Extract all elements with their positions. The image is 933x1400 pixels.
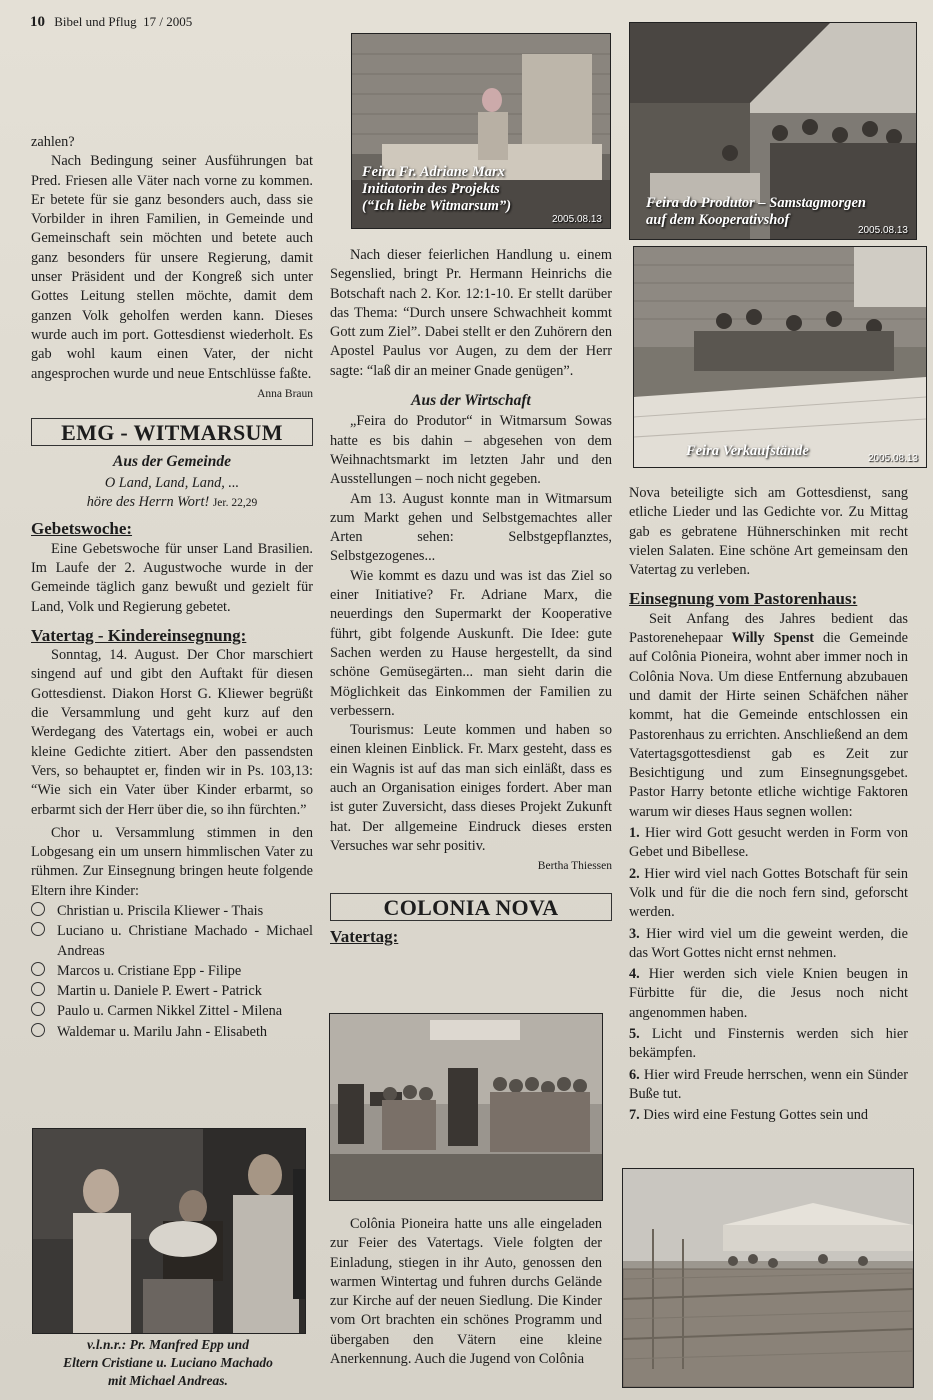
paragraph: Nach Bedingung seiner Ausführungen bat Pred. Friesen alle Väter nach vorne zu kommen. Er betete für sie ganz besonders auch, dass sie Vorbilder in ihren Familien, in Gemeinde und Gemeinschaft sein möchten und betete auch ganz besonders für unsere Regierung, damit unser Präsident und der Kongreß sich unter Gottes Leitung stellen möchte, damit dem ganzen Volk geholfen werden kann. Dieses wurde auch im port. Gottesdienst wiederholt. Es gab wohl kaum einen Vater, der nicht angesprochen wurde und neue Entschlüsse faßte.: [31, 153, 313, 382]
section-title: COLONIA NOVA: [330, 893, 612, 921]
column-1: [31, 133, 313, 1042]
list-item: Luciano u. Christiane Machado - Michael Andreas: [31, 921, 313, 961]
paragraph: Eine Gebetswoche für unser Land Brasilien. Im Laufe der 2. Augustwoche wurde in der Gemeinde täglich ganz bewußt und gezielt für Land, Volk und Regierung gebetet.: [31, 540, 313, 615]
list-item: Christian u. Priscila Kliewer - Thais: [31, 901, 313, 921]
list-item: Marcos u. Cristiane Epp - Filipe: [31, 961, 313, 981]
smiley-icon: [31, 922, 45, 936]
photo-date: 2005.08.13: [857, 225, 908, 236]
list-item: 7. Dies wird eine Festung Gottes sein und: [629, 1107, 869, 1124]
list-item: 1. Hier wird Gott gesucht werden in Form von Gebet und Bibellese.: [629, 825, 909, 861]
photo-children-choir-image: [330, 1014, 602, 1200]
family-list: [31, 901, 313, 1042]
pastor-name: Willy Spenst: [731, 630, 815, 647]
signature: Bertha Thiessen: [537, 860, 612, 873]
verse-line: O Land, Land, Land, ...: [104, 474, 240, 491]
verse-reference: Jer. 22,29: [212, 497, 258, 510]
photo-feira-samstagmorgen: [629, 22, 917, 240]
photo-date: 2005.08.13: [551, 214, 602, 225]
paragraph: zahlen?: [31, 134, 75, 150]
list-item: Waldemar u. Marilu Jahn - Elisabeth: [31, 1022, 313, 1042]
list-item: Martin u. Daniele P. Ewert - Patrick: [31, 981, 313, 1001]
paragraph: Colônia Pioneira hatte uns alle eingeladen zur Feier des Vatertags. Viele folgten der Einladung, stiegen in ihr Auto, genossen den warmen Wintertag und fuhren durchs Gelände zur Kirche auf der neuen Siedlung. Die Kinder vom Ort brachten ein schönes Programm und übergaben den Vätern eine kleine Anerkennung. Auch die Jugend von Colônia: [330, 1216, 602, 1368]
photo-feira-verkaufstaende: [633, 246, 927, 468]
paragraph: Chor u. Versammlung stimmen in den Lobgesang ein um unsern himmlischen Vater zu rühmen. Zur Einsegnung bringen heute folgende Eltern ihre Kinder:: [31, 824, 313, 899]
heading-vatertag: Vatertag:: [330, 926, 399, 946]
list-item: 5. Licht und Finsternis werden sich hier bekämpfen.: [629, 1026, 908, 1062]
photo-caption: Feira Verkaufstände: [686, 443, 809, 459]
subheading: Aus der Wirtschaft: [411, 392, 531, 410]
list-item: 3. Hier wird viel um die geweint werden, die das Wort Gottes nicht ernst nehmen.: [629, 925, 908, 961]
heading-vatertag: Vatertag - Kindereinsegnung:: [31, 625, 247, 645]
page-number: 10: [30, 14, 45, 30]
smiley-icon: [31, 902, 45, 916]
column-3: [629, 484, 908, 1126]
paragraph: Seit Anfang des Jahres bedient das Pastorenehepaar Willy Spenst die Gemeinde auf Colônia Pioneira, wohnt aber immer noch in Colônia Nova. Um diese Entfernung abzubauen und damit der Hirte seinen Schäfchen näher kommt, hat die Gemeinde entschlossen ein Pastorenhaus zu errichten. Anschließend an dem Vatertagsgottesdienst gab es Zeit zur Besichtigung und zum Einsegnungsgebet. Pastor Harry betonte etliche wichtige Faktoren warum wir dieses Haus segnen wollen:: [629, 610, 909, 820]
section-title: EMG - WITMARSUM: [31, 418, 313, 446]
list-item: 6. Hier wird Freude herrschen, wenn ein Sünder Buße tut.: [629, 1066, 908, 1102]
photo-caption: Feira Fr. Adriane Marx Initiatorin des Projekts (“Ich liebe Witmarsum”): [362, 164, 512, 214]
smiley-icon: [31, 1002, 45, 1016]
column-2: [330, 246, 612, 947]
smiley-icon: [31, 1023, 45, 1037]
list-item: 4. Hier werden sich viele Knien beugen in Fürbitte für die, die Jesus noch nicht angenommen haben.: [629, 966, 908, 1021]
page-header: [30, 14, 192, 31]
photo-date: 2005.08.13: [867, 453, 918, 464]
column-2-continued: [330, 1215, 602, 1369]
paragraph: Am 13. August konnte man in Witmarsum zum Markt gehen und Selbstgemachtes aller Arten sehen: Selbstgepflanztes, Selbstgezogenes...: [330, 490, 612, 565]
heading-gebetswoche: Gebetswoche:: [31, 519, 133, 539]
paragraph: „Feira do Produtor“ in Witmarsum Sowas hatte es bis dahin – abgesehen von dem Weihnachtsmarkt im letzten Jahr und den Ausstellungen – noch nicht gegeben.: [330, 413, 612, 488]
paragraph: Tourismus: Leute kommen und haben so einen kleinen Einblick. Fr. Marx gesteht, dass es ein Wagnis ist auf das man sich einläßt, dass es auch an Organisation einiges fordert. Aber man ist guter Zuversicht, dass dieses Projekt Zukunft hat. Der allgemeine Eindruck dieses ersten Versuches war sehr positiv.: [330, 722, 612, 854]
paragraph: Wie kommt es dazu und was ist das Ziel so einer Initiative? Fr. Adriane Marx, die neuerdings den Supermarkt der Kooperative führt, gibt folgende Auskunft. Die Idee: gute Sachen werden zu Hause hergestellt, da sind schöne Gemüsegärten... man sieht darin die Möglichkeit das Einkommen der Familien zu verbessern.: [330, 567, 612, 719]
list-item: 2. Hier wird viel nach Gottes Botschaft für sein Volk und für die die noch fern sind, geforscht werden.: [629, 865, 908, 921]
subheading: Aus der Gemeinde: [113, 453, 231, 471]
photo-children-choir: [329, 1013, 603, 1201]
publication-name: Bibel und Pflug: [54, 14, 137, 29]
verse-text: höre des Herrn Wort!: [86, 494, 210, 511]
photo-construction-image: [623, 1169, 913, 1387]
photo-adriane-marx: [351, 33, 611, 229]
issue-number: 17 / 2005: [143, 14, 193, 29]
verse-line: [31, 493, 313, 513]
photo-caption: Feira do Produtor – Samstagmorgen auf dem Kooperativshof: [646, 195, 866, 228]
heading-einsegnung: Einsegnung vom Pastorenhaus:: [629, 589, 858, 609]
paragraph: Nova beteiligte sich am Gottesdienst, sang etliche Lieder und las Gedichte vor. Zu Mittag gab es gebratene Hühnerschinken mit recht vielen Salaten. Eine schöne Art gemeinsam den Vatertag zu verleben.: [629, 485, 908, 579]
photo-caption: v.l.n.r.: Pr. Manfred Epp und Eltern Cristiane u. Luciano Machado mit Michael Andreas.: [63, 1337, 273, 1388]
photo-sales-stands-image: [634, 247, 926, 467]
blessing-points: [629, 824, 908, 1125]
smiley-icon: [31, 962, 45, 976]
photo-pastorenhaus: [622, 1168, 914, 1388]
list-item: Paulo u. Carmen Nikkel Zittel - Milena: [31, 1001, 313, 1021]
photo-blessing: [32, 1128, 306, 1334]
paragraph: Sonntag, 14. August. Der Chor marschiert singend auf und gibt den Auftakt für diesen Gottesdienst. Diakon Horst G. Kliewer begrüßt die Versammlung und geht kurz auf den Werdegang des Vatertags ein, wobei er auch kleine Gedichte zitiert. Aber den passendsten Vers, so behauptet er, finden wir in Ps. 103,13: “Wie sich ein Vater über Kinder erbarmt, so erbarmt sich der Herr über die, so ihn fürchten.”: [31, 647, 313, 818]
smiley-icon: [31, 982, 45, 996]
signature: Anna Braun: [257, 387, 313, 400]
photo-blessing-image: [33, 1129, 305, 1333]
paragraph: Nach dieser feierlichen Handlung u. einem Segenslied, bringt Pr. Hermann Heinrichs die Botschaft nach 2. Kor. 12:1-10. Er stellt darüber das Thema: “Durch unsere Schwachheit kommt Gott zum Ziel”. Dabei stellt er den Zuhörern den Apostel Paulus vor Augen, zu dem der Herr sagte: “laß dir an meiner Gnade genügen”.: [330, 247, 612, 379]
